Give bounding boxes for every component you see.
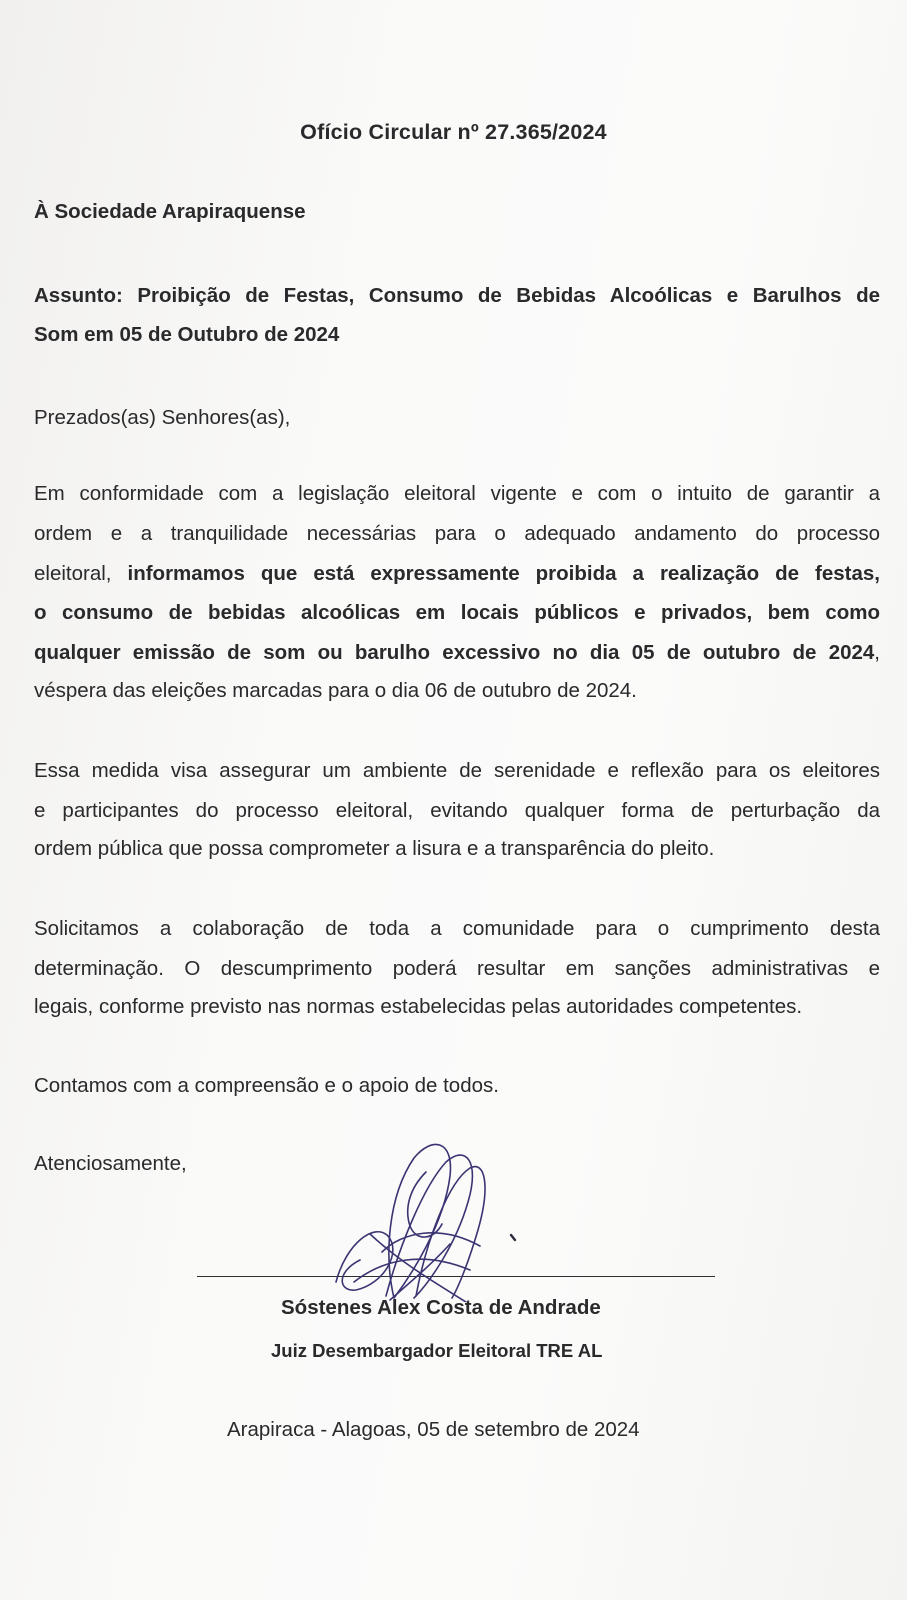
paragraph-3-line-2: determinação. O descumprimento poderá resultar em sanções administrativas e — [34, 957, 880, 980]
paragraph-1-line-6: véspera das eleições marcadas para o dia 06 de outubro de 2024. — [34, 679, 637, 702]
paragraph-3-line-1: Solicitamos a colaboração de toda a comunidade para o cumprimento desta — [34, 917, 880, 940]
signatory-role: Juiz Desembargador Eleitoral TRE AL — [271, 1340, 603, 1361]
paragraph-1-line-4: o consumo de bebidas alcoólicas em locais públicos e privados, bem como — [34, 601, 880, 624]
paragraph-1-line-3-bold: informamos que está expressamente proibida a realização de festas, — [127, 562, 881, 585]
paragraph-3-line-3: legais, conforme previsto nas normas estabelecidas pelas autoridades competentes. — [34, 995, 803, 1018]
paragraph-2-line-3: ordem pública que possa comprometer a lisura e a transparência do pleito. — [34, 837, 715, 860]
paragraph-1-line-1: Em conformidade com a legislação eleitoral vigente e com o intuito de garantir a — [34, 482, 880, 505]
paragraph-2-line-2: e participantes do processo eleitoral, evitando qualquer forma de perturbação da — [34, 799, 880, 822]
paragraph-2-line-1: Essa medida visa assegurar um ambiente de serenidade e reflexão para os eleitores — [34, 759, 880, 782]
recipient: À Sociedade Arapiraquense — [34, 200, 306, 223]
paragraph-1-line-2: ordem e a tranquilidade necessárias para o adequado andamento do processo — [34, 522, 880, 545]
subject-line-2: Som em 05 de Outubro de 2024 — [34, 323, 340, 346]
handwritten-signature — [330, 1132, 530, 1302]
closing-line: Contamos com a compreensão e o apoio de todos. — [34, 1074, 499, 1097]
valediction: Atenciosamente, — [34, 1152, 187, 1175]
signatory-name: Sóstenes Alex Costa de Andrade — [281, 1296, 601, 1319]
salutation: Prezados(as) Senhores(as), — [34, 406, 291, 429]
place-and-date: Arapiraca - Alagoas, 05 de setembro de 2024 — [227, 1418, 640, 1441]
paragraph-1-line-5-bold: qualquer emissão de som ou barulho excessivo no dia 05 de outubro de 2024 — [34, 641, 875, 664]
paragraph-1-line-3-normal: eleitoral, — [34, 562, 128, 585]
document-title: Ofício Circular nº 27.365/2024 — [300, 120, 607, 144]
paragraph-1-line-3 — [34, 562, 880, 586]
subject-line-1: Assunto: Proibição de Festas, Consumo de Bebidas Alcoólicas e Barulhos de — [34, 284, 880, 307]
paragraph-1-line-5 — [34, 641, 880, 665]
paragraph-1-line-5-normal: , — [874, 641, 880, 664]
